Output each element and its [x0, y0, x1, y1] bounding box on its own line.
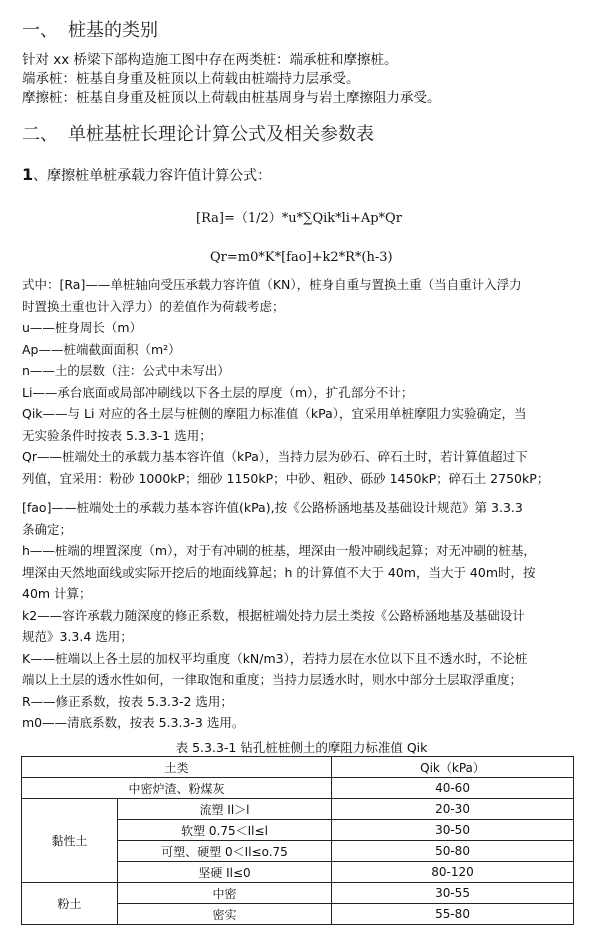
- intro-line-2: 端承桩：桩基自身重及桩顶以上荷载由桩端持力层承受。: [22, 71, 360, 87]
- cell-state: 可塑、硬塑 0＜Il≤o.75: [118, 841, 332, 862]
- definition-line: Qr——桩端处土的承载力基本容许值（kPa），当持力层为砂石、碎石土时，若计算值超过下: [22, 449, 528, 464]
- header-qik: Qik（kPa）: [332, 757, 574, 778]
- definition-line: 列值，宜采用：粉砂 1000kP；细砂 1150kP；中砂、粗砂、砾砂 1450kP；碎石土 2750kP；: [22, 470, 550, 486]
- cell-qik: 50-80: [332, 841, 574, 862]
- cell-qik: 20-30: [332, 799, 574, 820]
- intro-line-1: 针对 xx 桥梁下部构造施工图中存在两类桩：端承桩和摩擦桩。: [22, 52, 398, 68]
- cell-state: 中密: [118, 883, 332, 904]
- definition-line: 端以上土层的透水性如何，一律取饱和重度；当持力层透水时，则水中部分土层取浮重度；: [22, 672, 523, 687]
- definition-line: n——土的层数（注：公式中未写出）: [22, 363, 230, 378]
- formula-ra: [Ra]=（1/2）*u*∑Qik*li+Ap*Qr: [196, 211, 402, 226]
- intro-line-3: 摩擦桩：桩基自身重及桩顶以上荷载由桩基周身与岩土摩擦阻力承受。: [22, 90, 441, 106]
- definition-line: Ap——桩端截面面积（m²）: [22, 341, 181, 357]
- subsection-heading: [22, 165, 271, 185]
- cell-qik: 30-55: [332, 883, 574, 904]
- definition-line: Li——承台底面或局部冲刷线以下各土层的厚度（m），扩孔部分不计；: [22, 384, 414, 400]
- section-2-number: 二、: [22, 124, 58, 145]
- paragraph-gap: [22, 489, 582, 497]
- cell-group-clay: 黏性土: [22, 799, 118, 883]
- cell-state: 软塑 0.75＜Il≤l: [118, 820, 332, 841]
- cell-qik: 30-50: [332, 820, 574, 841]
- cell-qik: 80-120: [332, 862, 574, 883]
- definition-line: 40m 计算；: [22, 586, 92, 601]
- definition-line: [fao]——桩端处土的承载力基本容许值(kPa),按《公路桥涵地基及基础设计规范》第 3.3.3: [22, 500, 523, 515]
- definition-line: 条确定；: [22, 521, 73, 537]
- section-1-heading: [22, 16, 158, 42]
- cell-soil: 中密炉渣、粉煤灰: [22, 778, 332, 799]
- definition-line: 埋深由天然地面线或实际开挖后的地面线算起；h 的计算值不大于 40m，当大于 40m时，按: [22, 564, 536, 580]
- section-2-title: 单桩基桩长理论计算公式及相关参数表: [68, 124, 374, 145]
- section-1-title: 桩基的类别: [68, 20, 158, 41]
- definition-line: Qik——与 Li 对应的各土层与桩侧的摩阻力标准值（kPa），宜采用单桩摩阻力实验确定，当: [22, 406, 527, 421]
- section-2-heading: [22, 120, 374, 146]
- subsection-title: 、摩擦桩单桩承载力容许值计算公式：: [33, 168, 272, 184]
- cell-qik: 40-60: [332, 778, 574, 799]
- definition-line: u——桩身周长（m）: [22, 320, 143, 335]
- table-row: [22, 799, 574, 820]
- table-header-row: [22, 757, 574, 778]
- friction-table: [21, 756, 574, 925]
- definition-line: 式中：[Ra]——单桩轴向受压承载力容许值（KN），桩身自重与置换土重（当自重计入浮力: [22, 277, 522, 292]
- definition-line: 时置换土重也计入浮力）的差值作为荷载考虑；: [22, 298, 285, 314]
- definition-line: h——桩端的埋置深度（m），对于有冲刷的桩基，埋深由一般冲刷线起算；对无冲刷的桩基，: [22, 543, 536, 558]
- definitions-block: [22, 274, 582, 734]
- table-caption: 表 5.3.3-1 钻孔桩桩侧土的摩阻力标准值 Qik: [175, 740, 428, 755]
- table-row: [22, 883, 574, 904]
- definition-line: 规范》3.3.4 选用；: [22, 629, 133, 644]
- definition-line: R——修正系数，按表 5.3.3-2 选用；: [22, 693, 233, 709]
- definition-line: m0——清底系数，按表 5.3.3-3 选用。: [22, 715, 245, 730]
- definition-line: 无实验条件时按表 5.3.3-1 选用；: [22, 427, 212, 443]
- cell-group-silt: 粉土: [22, 883, 118, 925]
- subsection-number: 1: [22, 165, 34, 184]
- definition-line: k2——容许承载力随深度的修正系数，根据桩端处持力层土类按《公路桥涵地基及基础设计: [22, 607, 525, 623]
- header-soil-type: 土类: [22, 757, 332, 778]
- cell-state: 密实: [118, 904, 332, 925]
- cell-state: 坚硬 Il≤0: [118, 862, 332, 883]
- formula-qr: Qr=m0*K*[fao]+k2*R*(h-3): [210, 250, 393, 265]
- table-row: [22, 778, 574, 799]
- cell-qik: 55-80: [332, 904, 574, 925]
- cell-state: 流塑 Il＞l: [118, 799, 332, 820]
- section-1-number: 一、: [22, 20, 58, 41]
- definition-line: K——桩端以上各土层的加权平均重度（kN/m3），若持力层在水位以下且不透水时，不论桩: [22, 650, 528, 666]
